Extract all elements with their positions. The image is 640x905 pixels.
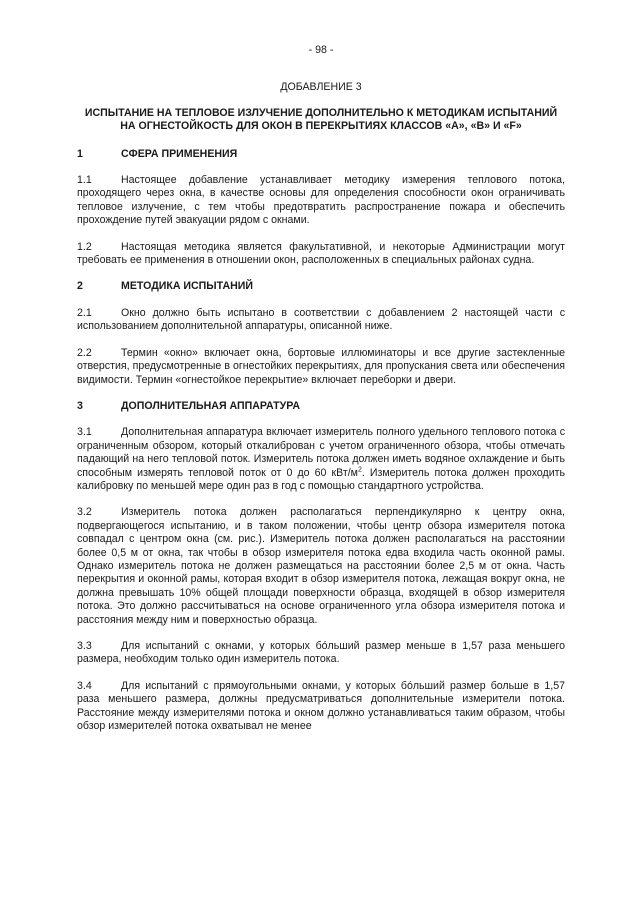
paragraph-1-2 xyxy=(77,241,565,268)
section-heading-3 xyxy=(77,400,565,413)
paragraph-number: 3.4 xyxy=(77,679,92,692)
paragraph-3-1 xyxy=(77,426,565,493)
superscript: 2 xyxy=(357,466,362,473)
paragraph-text: Термин «окно» включает окна, бортовые иллюминаторы и все другие застекленные отверстия, предусмотренные в огнестойких перекрытиях, для пропускания света или обеспечения видимости. Термин «огнестойкое перекрытие» включает переборки и двери. xyxy=(77,346,565,386)
section-title: СФЕРА ПРИМЕНЕНИЯ xyxy=(121,147,238,160)
paragraph-3-3 xyxy=(77,640,565,667)
page-number: - 98 - xyxy=(308,44,334,56)
paragraph-text-part-1: Дополнительная аппаратура включает измеритель полного удельного теплового потока с ограниченным обзором, который откалиброван с учетом ограниченного обзора, чтобы отмечать падающий на него тепловой поток. Измеритель потока должен иметь водяное охлаждение и быть способным измерять тепловой поток от 0 до 60 кВт/м xyxy=(77,426,565,479)
paragraph-number: 2.1 xyxy=(77,306,92,319)
paragraph-text: Измеритель потока должен располагаться перпендикулярно к центру окна, подвергающегося испытанию, и в таком положении, чтобы центр обзора измерителя потока совпадал с центром окна (см. рис.). Измеритель потока должен располагаться на расстоянии более 0,5 м от окна, так чтобы в обзор измерителя потока едва входила часть оконной рамы. Однако измеритель потока не должен размещаться на расстоянии более 2,5 м от окна. Часть перекрытия и оконной рамы, которая входит в обзор измерителя потока, лежащая вокруг окна, не должна превышать 10% общей площади поверхности образца, входящей в обзор измерителя потока. Это должно рассчитываться на основе ограниченного угла обзора измерителя потока и расстояния между ним и поверхностью образца. xyxy=(77,506,565,626)
paragraph-1-1 xyxy=(77,174,565,228)
section-number: 1 xyxy=(77,147,83,160)
paragraph-text: Для испытаний с окнами, у которых бóльший размер меньше в 1,57 раза меньшего размера, необходим только один измеритель потока. xyxy=(77,640,565,666)
section-heading-1 xyxy=(77,148,565,161)
addendum-label: ДОБАВЛЕНИЕ 3 xyxy=(280,81,362,94)
document-title: ИСПЫТАНИЕ НА ТЕПЛОВОЕ ИЗЛУЧЕНИЕ ДОПОЛНИТЕЛЬНО К МЕТОДИКАМ ИСПЫТАНИЙ НА ОГНЕСТОЙКОСТЬ ДЛЯ ОКОН В ПЕРЕКРЫТИЯХ КЛАССОВ «А», «В» И «F» xyxy=(84,106,558,133)
paragraph-number: 3.1 xyxy=(77,426,92,439)
paragraph-number: 2.2 xyxy=(77,346,92,359)
document-page xyxy=(77,44,565,733)
paragraph-text: Окно должно быть испытано в соответствии с добавлением 2 настоящей части с использованием дополнительной аппаратуры, описанной ниже. xyxy=(77,306,565,333)
paragraph-text: Настоящее добавление устанавливает методику измерения теплового потока, проходящего через окна, в качестве основы для определения способности окон ограничивать тепловое излучение, с тем чтобы предотвратить распространение пожара и обеспечить прохождение путей эвакуации рядом с окнами. xyxy=(77,174,565,227)
paragraph-text: Для испытаний с прямоугольными окнами, у которых бóльший размер больше в 1,57 раза меньшего размера, должны предусматриваться дополнительные измерители потока. Расстояние между измерителями потока и окном должно устанавливаться таким образом, чтобы обзор измерителей потока охватывал не менее xyxy=(77,679,565,733)
section-number: 2 xyxy=(77,280,83,293)
paragraph-2-1 xyxy=(77,307,565,334)
paragraph-number: 1.1 xyxy=(77,174,92,187)
section-heading-2 xyxy=(77,280,565,293)
paragraph-2-2 xyxy=(77,347,565,387)
paragraph-number: 3.3 xyxy=(77,640,92,652)
paragraph-3-2 xyxy=(77,506,565,627)
paragraph-number: 3.2 xyxy=(77,506,92,519)
paragraph-text-part-2: . Измеритель потока должен проходить калибровку по меньшей мере один раз в год с помощью стандартного устройства. xyxy=(77,466,565,492)
section-number: 3 xyxy=(77,399,83,412)
paragraph-number: 1.2 xyxy=(77,240,92,253)
section-title: МЕТОДИКА ИСПЫТАНИЙ xyxy=(121,280,254,293)
section-title: ДОПОЛНИТЕЛЬНАЯ АППАРАТУРА xyxy=(121,399,301,412)
paragraph-text: Настоящая методика является факультативной, и некоторые Администрации могут требовать ее применения в отношении окон, расположенных в специальных районах судна. xyxy=(77,240,565,267)
paragraph-3-4 xyxy=(77,680,565,734)
